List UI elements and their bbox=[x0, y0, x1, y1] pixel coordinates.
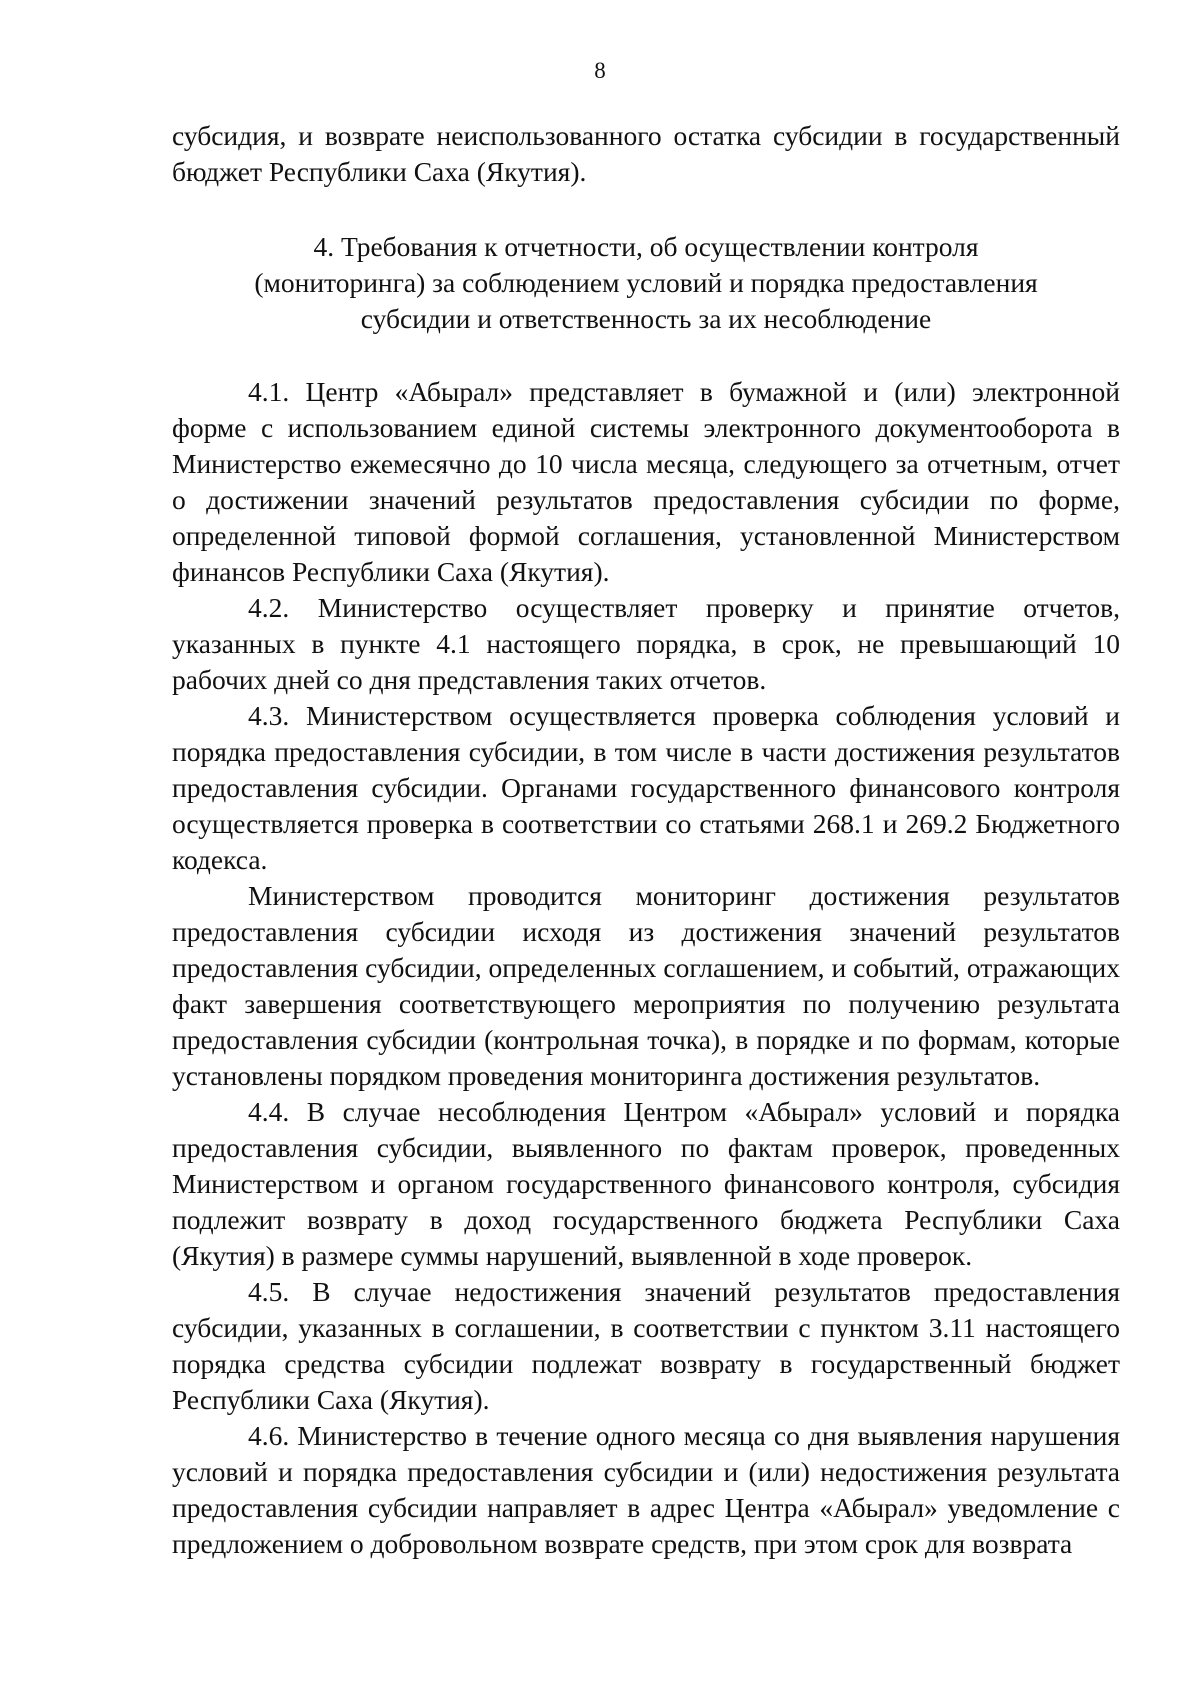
paragraph-4-4: 4.4. В случае несоблюдения Центром «Абырал» условий и порядка предоставления субсидии, выявленного по фактам проверок, проведенных Министерством и органом государственного финансового контроля, субсидия подлежит возврату в доход государственного бюджета Республики Саха (Якутия) в размере суммы нарушений, выявленной в ходе проверок. bbox=[172, 1096, 1120, 1271]
paragraph-4-6: 4.6. Министерство в течение одного месяца со дня выявления нарушения условий и порядка предоставления субсидии и (или) недостижения результата предоставления субсидии направляет в адрес Центра «Абырал» уведомление с предложением о добровольном возврате средств, при этом срок для возврата bbox=[172, 1420, 1120, 1559]
section-heading-line-3: субсидии и ответственность за их несоблюдение bbox=[360, 303, 932, 334]
page-number: 8 bbox=[594, 58, 606, 83]
document-body bbox=[172, 118, 1120, 1562]
paragraph-monitoring: Министерством проводится мониторинг достижения результатов предоставления субсидии исходя из достижения значений результатов предоставления субсидии, определенных соглашением, и событий, отражающих факт завершения соответствующего мероприятия по получению результата предоставления субсидии (контрольная точка), в порядке и по формам, которые установлены порядком проведения мониторинга достижения результатов. bbox=[172, 880, 1120, 1091]
paragraph-4-1: 4.1. Центр «Абырал» представляет в бумажной и (или) электронной форме с использованием единой системы электронного документооборота в Министерство ежемесячно до 10 числа месяца, следующего за отчетным, отчет о достижении значений результатов предоставления субсидии по форме, определенной типовой формой соглашения, установленной Министерством финансов Республики Саха (Якутия). bbox=[172, 376, 1120, 587]
paragraph-4-5: 4.5. В случае недостижения значений результатов предоставления субсидии, указанных в соглашении, в соответствии с пунктом 3.11 настоящего порядка средства субсидии подлежат возврату в государственный бюджет Республики Саха (Якутия). bbox=[172, 1276, 1120, 1415]
paragraph-4-2: 4.2. Министерство осуществляет проверку и принятие отчетов, указанных в пункте 4.1 настоящего порядка, в срок, не превышающий 10 рабочих дней со дня представления таких отчетов. bbox=[172, 592, 1120, 695]
section-heading bbox=[172, 229, 1120, 337]
section-heading-line-2: (мониторинга) за соблюдением условий и порядка предоставления bbox=[254, 267, 1038, 298]
paragraph-4-3: 4.3. Министерством осуществляется проверка соблюдения условий и порядка предоставления субсидии, в том числе в части достижения результатов предоставления субсидии. Органами государственного финансового контроля осуществляется проверка в соответствии со статьями 268.1 и 269.2 Бюджетного кодекса. bbox=[172, 700, 1120, 875]
section-heading-line-1: 4. Требования к отчетности, об осуществлении контроля bbox=[313, 231, 979, 262]
intro-paragraph: субсидия, и возврате неиспользованного остатка субсидии в государственный бюджет Республики Саха (Якутия). bbox=[172, 120, 1120, 187]
